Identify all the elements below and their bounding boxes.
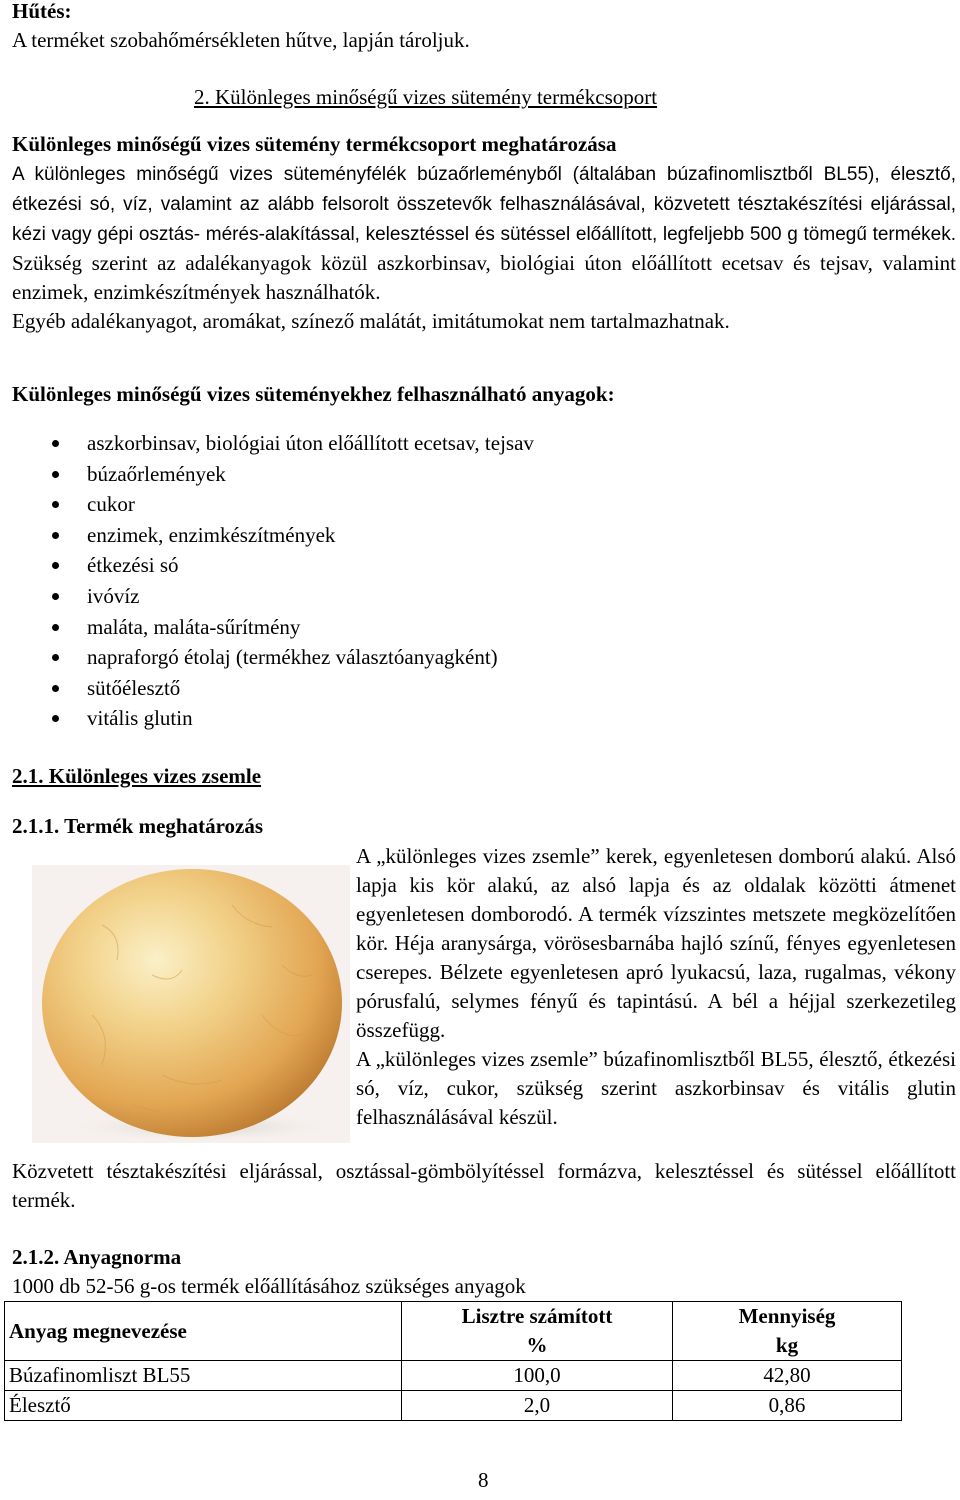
ingredients-heading: Különleges minőségű vizes süteményekhez felhasználható anyagok: [12, 382, 615, 406]
material-norm-table [4, 1301, 902, 1421]
definition-heading: Különleges minőségű vizes sütemény termékcsoport meghatározása [12, 132, 617, 156]
column-header [673, 1302, 902, 1361]
bread-roll-photo [32, 865, 350, 1143]
material-norm-heading: 2.1.2. Anyagnorma [12, 1245, 182, 1269]
column-header: Anyag megnevezése [5, 1302, 402, 1361]
description-paragraph-2: A „különleges vizes zsemle” búzafinomlisztből BL55, élesztő, étkezési só, víz, cukor, szükség szerint aszkorbinsav és vitális glutin felhasználásával készül. [356, 1047, 956, 1129]
roll-body [42, 869, 342, 1137]
table-cell: Búzafinomliszt BL55 [5, 1361, 402, 1391]
list-item: cukor [12, 489, 912, 520]
column-header [402, 1302, 673, 1361]
table-cell: 100,0 [402, 1361, 673, 1391]
description-paragraph-3: Közvetett tésztakészítési eljárással, osztással-gömbölyítéssel formázva, kelesztéssel és sütéssel előállított termék. [12, 1159, 956, 1212]
column-header-line: Lisztre számított [461, 1304, 613, 1328]
page-number: 8 [478, 1468, 489, 1492]
section-title: 2. Különleges minőségű vizes sütemény termékcsoport [194, 85, 658, 109]
product-description [356, 842, 956, 1132]
definition-block [12, 159, 956, 336]
storage-heading: Hűtés: [12, 0, 72, 23]
list-item: aszkorbinsav, biológiai úton előállított ecetsav, tejsav [12, 428, 912, 459]
definition-paragraph-2: Egyéb adalékanyagot, aromákat, színező malátát, imitátumokat nem tartalmazhatnak. [12, 309, 730, 333]
material-norm-intro: 1000 db 52-56 g-os termék előállításához szükséges anyagok [12, 1274, 526, 1298]
column-header-line: Mennyiség [738, 1304, 836, 1328]
column-header-line: % [526, 1333, 548, 1357]
list-item: étkezési só [12, 550, 912, 581]
definition-paragraph [12, 159, 956, 307]
bread-roll-image [32, 865, 350, 1143]
definition-text-a: A különleges minőségű vizes süteményfélék búzaőrleményből (általában búzafinomlisztből BL55), élesztő, étkezési só, víz, valamint az alább felsorolt összetevők felhasználásával, közvetett tésztakészítési eljárással, kézi vagy gépi osztás- mérés-alakítással, kelesztéssel és sütéssel előállított, legfeljebb 500 g tömegű termékek. [12, 164, 956, 245]
description-paragraph-1: A „különleges vizes zsemle” kerek, egyenletesen domború alakú. Alsó lapja kis kör alakú, az alsó lapja és az oldalak közötti átmenet egyenletesen domborodó. A termék vízszintes metszete megközelítően kör. Héja aranysárga, vörösesbarnába hajló színű, fényes egyenletesen cserepes. Bélzete egyenletesen apró lyukacsú, laza, rugalmas, vékony pórusfalú, selymes fényű és tapintású. A bél a héjjal szerkezetileg összefügg. [356, 844, 956, 1042]
table-cell: 42,80 [673, 1361, 902, 1391]
storage-text: A terméket szobahőmérsékleten hűtve, lapján tároljuk. [12, 28, 470, 52]
definition-text-b: Szükség szerint az adalékanyagok közül aszkorbinsav, biológiai úton előállított ecetsav és tejsav, valamint enzimek, enzimkészítmények használhatók. [12, 251, 956, 304]
list-item: napraforgó étolaj (termékhez választóanyagként) [12, 642, 912, 673]
column-header-line: kg [775, 1333, 799, 1357]
list-item: sütőélesztő [12, 673, 912, 704]
list-item: vitális glutin [12, 703, 912, 734]
list-item: enzimek, enzimkészítmények [12, 520, 912, 551]
table-header-row [5, 1302, 902, 1361]
table-cell: 2,0 [402, 1391, 673, 1421]
table-cell: 0,86 [673, 1391, 902, 1421]
subsection-title: 2.1. Különleges vizes zsemle [12, 764, 262, 788]
list-item: ivóvíz [12, 581, 912, 612]
table-row [5, 1391, 902, 1421]
product-definition-heading: 2.1.1. Termék meghatározás [12, 814, 264, 838]
table-cell: Élesztő [5, 1391, 402, 1421]
list-item: maláta, maláta-sűrítmény [12, 612, 912, 643]
table-row [5, 1361, 902, 1391]
ingredients-list [12, 428, 912, 734]
list-item: búzaőrlemények [12, 459, 912, 490]
